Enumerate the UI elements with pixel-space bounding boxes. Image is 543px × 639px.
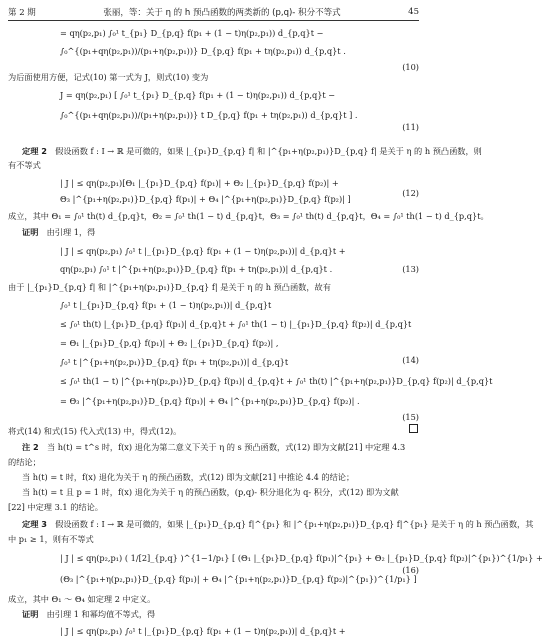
equation-line bbox=[60, 264, 391, 275]
equation-number: (16) bbox=[402, 565, 419, 575]
line-text: 当 h(t) = t^s 时，f(x) 退化为第二意义下关于 η 的 s 预凸函数，式(12) 即为文献[21] 中定理 4.3 bbox=[46, 442, 406, 452]
equation-line bbox=[60, 178, 391, 189]
equation-number: (15) bbox=[402, 412, 419, 422]
text-line bbox=[22, 146, 482, 157]
line-text: 当 h(t) = t 时，f(x) 退化为关于 η 的预凸函数，式(12) 即为文献[21] 中推论 4.4 的结论； bbox=[22, 472, 355, 482]
line-text: qη(p₂,p₁) ∫₀¹ t |^{p₁+η(p₂,p₁)}D_{p,q} f(p₁ + tη(p₂,p₁))| d_{p,q}t . bbox=[60, 264, 333, 274]
text-line bbox=[8, 457, 419, 468]
proof-label: 证明 bbox=[22, 609, 39, 619]
line-text: J = qη(p₂,p₁) [ ∫₀¹ t_{p₁} D_{p,q} f(p₁ + (1 − t)η(p₂,p₁)) d_{p,q}t − bbox=[60, 90, 336, 100]
line-text: 成立，其中 Θ₁ ～ Θ₄ 如定理 2 中定义。 bbox=[8, 594, 156, 604]
text-line bbox=[22, 227, 419, 238]
line-text: = qη(p₂,p₁) ∫₀¹ t_{p₁} D_{p,q} f(p₁ + (1 − t)η(p₂,p₁)) d_{p,q}t − bbox=[60, 28, 324, 38]
equation-line bbox=[60, 194, 391, 205]
line-text: ≤ ∫₀¹ th(1 − t) |^{p₁+η(p₂,p₁)}D_{p,q} f(p₁)| d_{p,q}t + ∫₀¹ th(t) |^{p₁+η(p₂,p₁)}D_{p,q} f(p₂)| d_{p,q}t bbox=[60, 376, 493, 386]
equation-number: (14) bbox=[402, 355, 419, 365]
text-line bbox=[8, 594, 419, 605]
text-line bbox=[8, 502, 419, 513]
equation-line bbox=[60, 319, 412, 330]
line-text: ∫₀^{(p₁+qη(p₂,p₁))/(p₁+η(p₂,p₁))} t D_{p,q} f(p₁ + tη(p₂,p₁)) d_{p,q}t ] . bbox=[60, 110, 358, 120]
equation-line bbox=[60, 396, 391, 407]
equation-line bbox=[60, 90, 391, 101]
equation-number: (12) bbox=[402, 188, 419, 198]
line-text: [22] 中定理 3.1 的结论。 bbox=[8, 502, 103, 512]
equation-number: (13) bbox=[402, 264, 419, 274]
equation-line bbox=[60, 376, 493, 387]
running-title: 张丽，等：关于 η 的 h 预凸函数的两类新的 (p,q)- 积分不等式 bbox=[103, 8, 341, 18]
line-text: 当 h(t) = t 且 p = 1 时，f(x) 退化为关于 η 的预凸函数，(p,q)- 积分退化为 q- 积分，式(12) 即为文献 bbox=[22, 487, 399, 497]
equation-line bbox=[60, 574, 417, 585]
theorem-label: 定理 2 bbox=[22, 146, 47, 156]
line-text: (Θ₃ |^{p₁+η(p₂,p₁)}D_{p,q} f(p₁)| + Θ₄ |^{p₁+η(p₂,p₁)}D_{p,q} f(p₂)|^{p₁})^{1/p₁} ] bbox=[60, 574, 417, 584]
line-text: 由于 |_{p₁}D_{p,q} f| 和 |^{p₁+η(p₂,p₁)}D_{p,q} f| 是关于 η 的 h 预凸函数，故有 bbox=[8, 282, 331, 292]
line-text: 将式(14) 和式(15) 代入式(13) 中，得式(12)。 bbox=[8, 426, 182, 436]
text-line bbox=[22, 442, 419, 453]
equation-line bbox=[60, 338, 391, 349]
text-line bbox=[8, 426, 419, 437]
text-line bbox=[8, 72, 419, 83]
text-line bbox=[8, 534, 419, 545]
line-text: 由引理 1 和幂均值不等式，得 bbox=[46, 609, 156, 619]
text-line bbox=[22, 609, 419, 620]
line-text: 假设函数 f : I → ℝ 是可微的，如果 |_{p₁}D_{p,q} f| 和 |^{p₁+η(p₂,p₁)}D_{p,q} f| 是关于 η 的 h 预凸函数，则 bbox=[55, 146, 482, 156]
issue-number: 第 2 期 bbox=[8, 8, 36, 18]
equation-line bbox=[60, 246, 391, 257]
equation-line bbox=[60, 28, 391, 39]
text-line bbox=[22, 487, 419, 498]
text-line bbox=[22, 519, 534, 530]
line-text: 中 p₁ ≥ 1，则有不等式 bbox=[8, 534, 94, 544]
line-text: 假设函数 f : I → ℝ 是可微的，如果 |_{p₁}D_{p,q} f|^{p₁} 和 |^{p₁+η(p₂,p₁)}D_{p,q} f|^{p₁} 是关于 η 的 h 预凸函数，其 bbox=[55, 519, 534, 529]
line-text: ∫₀¹ t |_{p₁}D_{p,q} f(p₁ + (1 − t)η(p₂,p₁))| d_{p,q}t bbox=[60, 300, 272, 310]
equation-line bbox=[60, 300, 391, 311]
text-line bbox=[8, 211, 489, 222]
line-text: = Θ₃ |^{p₁+η(p₂,p₁)}D_{p,q} f(p₁)| + Θ₄ |^{p₁+η(p₂,p₁)}D_{p,q} f(p₂)| . bbox=[60, 396, 360, 406]
page-number: 45 bbox=[408, 7, 419, 17]
equation-line bbox=[60, 357, 391, 368]
theorem-label: 注 2 bbox=[22, 442, 39, 452]
equation-number: (11) bbox=[402, 122, 419, 132]
line-text: 的结论； bbox=[8, 457, 41, 467]
line-text: 有不等式 bbox=[8, 160, 41, 170]
line-text: ≤ ∫₀¹ th(t) |_{p₁}D_{p,q} f(p₁)| d_{p,q}t + ∫₀¹ th(1 − t) |_{p₁}D_{p,q} f(p₂)| d_{p,q}t bbox=[60, 319, 412, 329]
line-text: | J | ≤ qη(p₂,p₁)[Θ₁ |_{p₁}D_{p,q} f(p₁)| + Θ₂ |_{p₁}D_{p,q} f(p₂)| + bbox=[60, 178, 339, 188]
qed-symbol bbox=[409, 424, 418, 433]
line-text: | J | ≤ qη(p₂,p₁) ( 1/[2]_{p,q} )^{1−1/p₁} [ (Θ₁ |_{p₁}D_{p,q} f(p₁)|^{p₁} + Θ₂ |_{p₁}D_{p,q} f(p₂)|^{p₁})^{1/p₁} + bbox=[60, 553, 543, 563]
line-text: ∫₀¹ t |^{p₁+η(p₂,p₁)}D_{p,q} f(p₁ + tη(p₂,p₁))| d_{p,q}t bbox=[60, 357, 289, 367]
line-text: = Θ₁ |_{p₁}D_{p,q} f(p₁)| + Θ₂ |_{p₁}D_{p,q} f(p₂)| , bbox=[60, 338, 279, 348]
line-text: | J | ≤ qη(p₂,p₁) ∫₀¹ t |_{p₁}D_{p,q} f(p₁ + (1 − t)η(p₂,p₁))| d_{p,q}t + bbox=[60, 246, 346, 256]
page-header bbox=[8, 4, 419, 21]
proof-label: 证明 bbox=[22, 227, 39, 237]
equation-line bbox=[60, 110, 391, 121]
line-text: | J | ≤ qη(p₂,p₁) ∫₀¹ t |_{p₁}D_{p,q} f(p₁ + (1 − t)η(p₂,p₁))| d_{p,q}t + bbox=[60, 626, 346, 636]
equation-line bbox=[60, 626, 391, 637]
text-line bbox=[8, 160, 419, 171]
theorem-label: 定理 3 bbox=[22, 519, 47, 529]
text-line bbox=[22, 472, 419, 483]
equation-line bbox=[60, 46, 391, 57]
line-text: 为后面使用方便，记式(10) 第一式为 J，则式(10) 变为 bbox=[8, 72, 209, 82]
equation-number: (10) bbox=[402, 62, 419, 72]
equation-line bbox=[60, 553, 543, 564]
line-text: ∫₀^{(p₁+qη(p₂,p₁))/(p₁+η(p₂,p₁))} D_{p,q} f(p₁ + tη(p₂,p₁)) d_{p,q}t . bbox=[60, 46, 346, 56]
line-text: 由引理 1，得 bbox=[46, 227, 96, 237]
line-text: 成立，其中 Θ₁ = ∫₀¹ th(t) d_{p,q}t，Θ₂ = ∫₀¹ th(1 − t) d_{p,q}t，Θ₃ = ∫₀¹ th(t) d_{p,q}t，Θ₄ = ∫₀¹ th(1 − t) d_{p,q}t。 bbox=[8, 211, 489, 221]
text-line bbox=[8, 282, 419, 293]
line-text: Θ₃ |^{p₁+η(p₂,p₁)}D_{p,q} f(p₁)| + Θ₄ |^{p₁+η(p₂,p₁)}D_{p,q} f(p₂)| ] bbox=[60, 194, 351, 204]
